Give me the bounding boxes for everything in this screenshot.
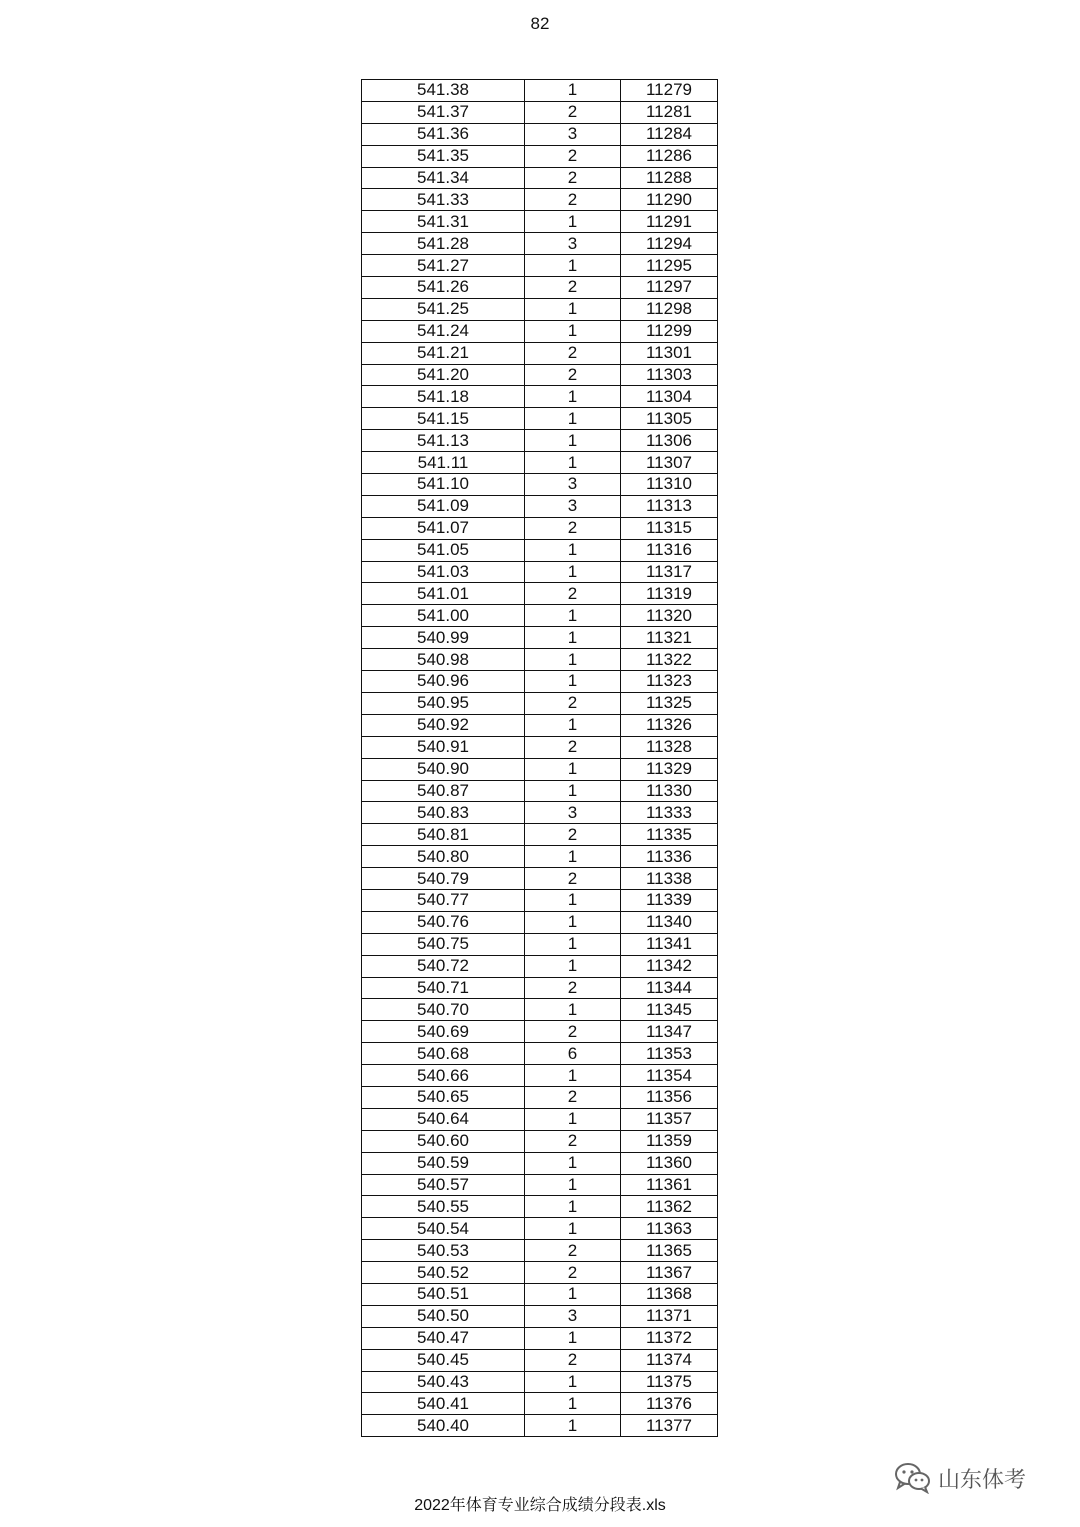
- score-cell: 541.03: [362, 561, 525, 583]
- count-cell: 2: [525, 101, 621, 123]
- watermark: [894, 1462, 1026, 1494]
- table-row: [362, 1262, 718, 1284]
- score-cell: 540.60: [362, 1130, 525, 1152]
- footer-filename: 2022年体育专业综合成绩分段表.xls: [414, 1497, 666, 1514]
- cumulative-cell: 11325: [621, 692, 718, 714]
- table-row: [362, 1152, 718, 1174]
- table-row: [362, 298, 718, 320]
- count-cell: 2: [525, 342, 621, 364]
- cumulative-cell: 11338: [621, 868, 718, 890]
- table-row: [362, 255, 718, 277]
- cumulative-cell: 11375: [621, 1371, 718, 1393]
- count-cell: 2: [525, 1349, 621, 1371]
- cumulative-cell: 11368: [621, 1283, 718, 1305]
- table-row: [362, 933, 718, 955]
- score-cell: 541.34: [362, 167, 525, 189]
- score-cell: 541.33: [362, 189, 525, 211]
- cumulative-cell: 11295: [621, 255, 718, 277]
- count-cell: 2: [525, 277, 621, 299]
- page-number: 82: [530, 14, 550, 33]
- cumulative-cell: 11374: [621, 1349, 718, 1371]
- cumulative-cell: 11313: [621, 495, 718, 517]
- cumulative-cell: 11335: [621, 824, 718, 846]
- score-cell: 541.24: [362, 320, 525, 342]
- wechat-icon: [894, 1462, 932, 1494]
- count-cell: 1: [525, 1415, 621, 1437]
- table-row: [362, 1218, 718, 1240]
- score-cell: 540.75: [362, 933, 525, 955]
- table-row: [362, 1130, 718, 1152]
- table-row: [362, 1393, 718, 1415]
- count-cell: 1: [525, 320, 621, 342]
- count-cell: 2: [525, 364, 621, 386]
- score-cell: 540.79: [362, 868, 525, 890]
- table-row: [362, 1240, 718, 1262]
- table-row: [362, 1349, 718, 1371]
- cumulative-cell: 11320: [621, 605, 718, 627]
- table-row: [362, 1305, 718, 1327]
- cumulative-cell: 11279: [621, 80, 718, 102]
- count-cell: 1: [525, 539, 621, 561]
- table-row: [362, 539, 718, 561]
- count-cell: 1: [525, 758, 621, 780]
- table-row: [362, 802, 718, 824]
- score-cell: 540.51: [362, 1283, 525, 1305]
- score-cell: 541.09: [362, 495, 525, 517]
- cumulative-cell: 11353: [621, 1043, 718, 1065]
- score-cell: 540.69: [362, 1021, 525, 1043]
- score-cell: 541.35: [362, 145, 525, 167]
- score-cell: 541.36: [362, 123, 525, 145]
- count-cell: 1: [525, 605, 621, 627]
- table-row: [362, 1043, 718, 1065]
- count-cell: 2: [525, 1021, 621, 1043]
- score-cell: 540.87: [362, 780, 525, 802]
- table-row: [362, 408, 718, 430]
- cumulative-cell: 11306: [621, 430, 718, 452]
- score-cell: 541.26: [362, 277, 525, 299]
- score-cell: 541.20: [362, 364, 525, 386]
- table-row: [362, 649, 718, 671]
- score-cell: 541.00: [362, 605, 525, 627]
- score-cell: 540.52: [362, 1262, 525, 1284]
- count-cell: 2: [525, 692, 621, 714]
- table-row: [362, 583, 718, 605]
- count-cell: 2: [525, 1240, 621, 1262]
- cumulative-cell: 11315: [621, 517, 718, 539]
- table-row: [362, 233, 718, 255]
- cumulative-cell: 11304: [621, 386, 718, 408]
- count-cell: 1: [525, 298, 621, 320]
- cumulative-cell: 11316: [621, 539, 718, 561]
- cumulative-cell: 11344: [621, 977, 718, 999]
- score-cell: 540.59: [362, 1152, 525, 1174]
- table-row: [362, 320, 718, 342]
- cumulative-cell: 11341: [621, 933, 718, 955]
- table-row: [362, 955, 718, 977]
- table-row: [362, 824, 718, 846]
- cumulative-cell: 11329: [621, 758, 718, 780]
- cumulative-cell: 11281: [621, 101, 718, 123]
- table-row: [362, 1196, 718, 1218]
- score-cell: 540.72: [362, 955, 525, 977]
- count-cell: 2: [525, 736, 621, 758]
- cumulative-cell: 11371: [621, 1305, 718, 1327]
- score-cell: 540.95: [362, 692, 525, 714]
- table-row: [362, 517, 718, 539]
- count-cell: 1: [525, 561, 621, 583]
- count-cell: 1: [525, 671, 621, 693]
- score-cell: 541.38: [362, 80, 525, 102]
- cumulative-cell: 11322: [621, 649, 718, 671]
- score-cell: 540.57: [362, 1174, 525, 1196]
- score-cell: 540.65: [362, 1086, 525, 1108]
- count-cell: 1: [525, 80, 621, 102]
- table-row: [362, 714, 718, 736]
- score-cell: 540.47: [362, 1327, 525, 1349]
- score-cell: 541.25: [362, 298, 525, 320]
- cumulative-cell: 11326: [621, 714, 718, 736]
- score-cell: 540.83: [362, 802, 525, 824]
- cumulative-cell: 11307: [621, 452, 718, 474]
- score-cell: 540.50: [362, 1305, 525, 1327]
- count-cell: 3: [525, 802, 621, 824]
- table-row: [362, 123, 718, 145]
- table-row: [362, 605, 718, 627]
- score-cell: 540.53: [362, 1240, 525, 1262]
- cumulative-cell: 11290: [621, 189, 718, 211]
- cumulative-cell: 11317: [621, 561, 718, 583]
- table-row: [362, 627, 718, 649]
- count-cell: 2: [525, 1086, 621, 1108]
- score-cell: 541.15: [362, 408, 525, 430]
- cumulative-cell: 11377: [621, 1415, 718, 1437]
- cumulative-cell: 11347: [621, 1021, 718, 1043]
- cumulative-cell: 11354: [621, 1065, 718, 1087]
- score-cell: 540.81: [362, 824, 525, 846]
- score-cell: 541.18: [362, 386, 525, 408]
- count-cell: 1: [525, 1371, 621, 1393]
- cumulative-cell: 11333: [621, 802, 718, 824]
- count-cell: 1: [525, 846, 621, 868]
- count-cell: 1: [525, 999, 621, 1021]
- table-row: [362, 758, 718, 780]
- count-cell: 1: [525, 1174, 621, 1196]
- table-row: [362, 101, 718, 123]
- score-cell: 540.90: [362, 758, 525, 780]
- table-row: [362, 977, 718, 999]
- score-cell: 540.91: [362, 736, 525, 758]
- table-row: [362, 1065, 718, 1087]
- table-row: [362, 736, 718, 758]
- score-cell: 540.68: [362, 1043, 525, 1065]
- count-cell: 2: [525, 517, 621, 539]
- cumulative-cell: 11330: [621, 780, 718, 802]
- count-cell: 2: [525, 1130, 621, 1152]
- count-cell: 2: [525, 189, 621, 211]
- table-row: [362, 430, 718, 452]
- count-cell: 1: [525, 933, 621, 955]
- score-cell: 540.98: [362, 649, 525, 671]
- cumulative-cell: 11286: [621, 145, 718, 167]
- count-cell: 2: [525, 868, 621, 890]
- count-cell: 6: [525, 1043, 621, 1065]
- table-row: [362, 364, 718, 386]
- table-row: [362, 1415, 718, 1437]
- count-cell: 1: [525, 452, 621, 474]
- count-cell: 1: [525, 889, 621, 911]
- cumulative-cell: 11376: [621, 1393, 718, 1415]
- cumulative-cell: 11339: [621, 889, 718, 911]
- count-cell: 2: [525, 1262, 621, 1284]
- table-row: [362, 1327, 718, 1349]
- count-cell: 2: [525, 583, 621, 605]
- table-row: [362, 386, 718, 408]
- count-cell: 1: [525, 1218, 621, 1240]
- score-cell: 540.96: [362, 671, 525, 693]
- score-cell: 541.11: [362, 452, 525, 474]
- count-cell: 1: [525, 955, 621, 977]
- cumulative-cell: 11340: [621, 911, 718, 933]
- score-table-body: [362, 80, 718, 1437]
- score-cell: 541.05: [362, 539, 525, 561]
- table-row: [362, 495, 718, 517]
- count-cell: 1: [525, 1327, 621, 1349]
- cumulative-cell: 11291: [621, 211, 718, 233]
- table-row: [362, 780, 718, 802]
- count-cell: 1: [525, 255, 621, 277]
- cumulative-cell: 11310: [621, 474, 718, 496]
- count-cell: 1: [525, 1065, 621, 1087]
- score-cell: 541.28: [362, 233, 525, 255]
- score-cell: 540.70: [362, 999, 525, 1021]
- table-row: [362, 999, 718, 1021]
- table-row: [362, 1021, 718, 1043]
- count-cell: 2: [525, 824, 621, 846]
- score-cell: 540.40: [362, 1415, 525, 1437]
- score-cell: 540.76: [362, 911, 525, 933]
- score-cell: 541.13: [362, 430, 525, 452]
- table-row: [362, 692, 718, 714]
- cumulative-cell: 11361: [621, 1174, 718, 1196]
- table-row: [362, 452, 718, 474]
- count-cell: 1: [525, 1283, 621, 1305]
- score-cell: 540.54: [362, 1218, 525, 1240]
- cumulative-cell: 11356: [621, 1086, 718, 1108]
- cumulative-cell: 11305: [621, 408, 718, 430]
- cumulative-cell: 11297: [621, 277, 718, 299]
- cumulative-cell: 11362: [621, 1196, 718, 1218]
- count-cell: 1: [525, 211, 621, 233]
- score-cell: 540.43: [362, 1371, 525, 1393]
- count-cell: 1: [525, 649, 621, 671]
- table-row: [362, 1108, 718, 1130]
- count-cell: 1: [525, 714, 621, 736]
- table-row: [362, 211, 718, 233]
- count-cell: 1: [525, 408, 621, 430]
- cumulative-cell: 11365: [621, 1240, 718, 1262]
- watermark-text: 山东体考: [938, 1466, 1027, 1492]
- count-cell: 1: [525, 911, 621, 933]
- cumulative-cell: 11284: [621, 123, 718, 145]
- table-row: [362, 145, 718, 167]
- cumulative-cell: 11359: [621, 1130, 718, 1152]
- count-cell: 3: [525, 233, 621, 255]
- count-cell: 1: [525, 1152, 621, 1174]
- count-cell: 3: [525, 123, 621, 145]
- count-cell: 1: [525, 1393, 621, 1415]
- cumulative-cell: 11360: [621, 1152, 718, 1174]
- cumulative-cell: 11328: [621, 736, 718, 758]
- table-row: [362, 846, 718, 868]
- score-cell: 540.99: [362, 627, 525, 649]
- cumulative-cell: 11319: [621, 583, 718, 605]
- cumulative-cell: 11342: [621, 955, 718, 977]
- score-cell: 540.45: [362, 1349, 525, 1371]
- cumulative-cell: 11303: [621, 364, 718, 386]
- table-row: [362, 561, 718, 583]
- score-cell: 541.21: [362, 342, 525, 364]
- count-cell: 2: [525, 977, 621, 999]
- cumulative-cell: 11367: [621, 1262, 718, 1284]
- cumulative-cell: 11294: [621, 233, 718, 255]
- count-cell: 3: [525, 1305, 621, 1327]
- count-cell: 2: [525, 167, 621, 189]
- cumulative-cell: 11336: [621, 846, 718, 868]
- table-row: [362, 277, 718, 299]
- score-cell: 541.07: [362, 517, 525, 539]
- count-cell: 1: [525, 780, 621, 802]
- cumulative-cell: 11345: [621, 999, 718, 1021]
- score-cell: 540.64: [362, 1108, 525, 1130]
- score-cell: 540.41: [362, 1393, 525, 1415]
- table-row: [362, 80, 718, 102]
- count-cell: 3: [525, 495, 621, 517]
- count-cell: 1: [525, 386, 621, 408]
- cumulative-cell: 11298: [621, 298, 718, 320]
- cumulative-cell: 11301: [621, 342, 718, 364]
- table-row: [362, 889, 718, 911]
- cumulative-cell: 11323: [621, 671, 718, 693]
- score-cell: 540.66: [362, 1065, 525, 1087]
- cumulative-cell: 11363: [621, 1218, 718, 1240]
- score-cell: 541.27: [362, 255, 525, 277]
- table-row: [362, 868, 718, 890]
- count-cell: 1: [525, 627, 621, 649]
- count-cell: 1: [525, 1196, 621, 1218]
- cumulative-cell: 11288: [621, 167, 718, 189]
- table-row: [362, 474, 718, 496]
- table-row: [362, 911, 718, 933]
- score-table: [361, 79, 718, 1437]
- table-row: [362, 1086, 718, 1108]
- score-cell: 541.01: [362, 583, 525, 605]
- count-cell: 2: [525, 145, 621, 167]
- count-cell: 1: [525, 1108, 621, 1130]
- table-row: [362, 189, 718, 211]
- score-cell: 540.92: [362, 714, 525, 736]
- score-cell: 540.80: [362, 846, 525, 868]
- cumulative-cell: 11321: [621, 627, 718, 649]
- table-row: [362, 167, 718, 189]
- table-row: [362, 1283, 718, 1305]
- count-cell: 1: [525, 430, 621, 452]
- cumulative-cell: 11299: [621, 320, 718, 342]
- cumulative-cell: 11357: [621, 1108, 718, 1130]
- score-cell: 541.37: [362, 101, 525, 123]
- score-cell: 540.55: [362, 1196, 525, 1218]
- score-cell: 540.71: [362, 977, 525, 999]
- cumulative-cell: 11372: [621, 1327, 718, 1349]
- score-cell: 541.10: [362, 474, 525, 496]
- table-row: [362, 1371, 718, 1393]
- score-cell: 541.31: [362, 211, 525, 233]
- score-cell: 540.77: [362, 889, 525, 911]
- table-row: [362, 342, 718, 364]
- count-cell: 3: [525, 474, 621, 496]
- table-row: [362, 671, 718, 693]
- table-row: [362, 1174, 718, 1196]
